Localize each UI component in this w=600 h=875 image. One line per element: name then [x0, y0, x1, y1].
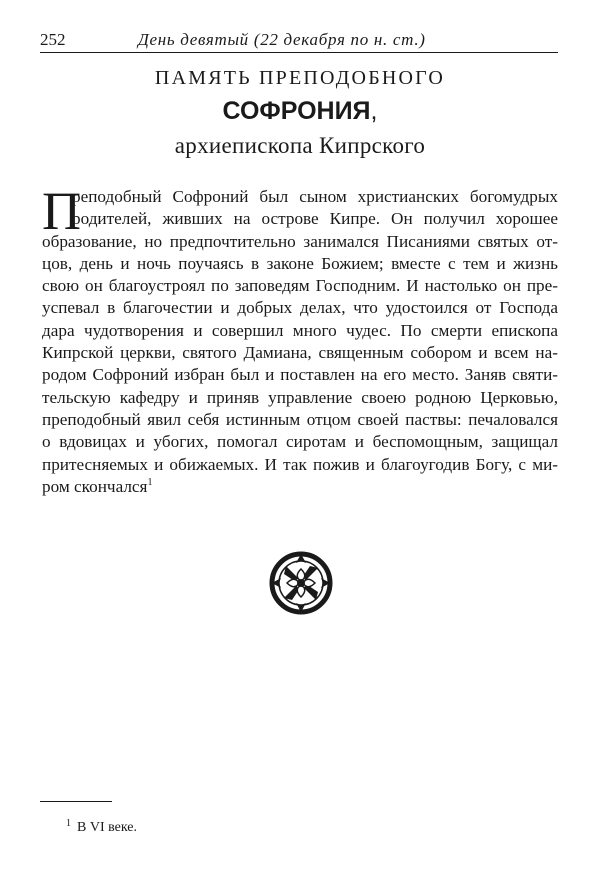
body-line-last — [42, 476, 558, 498]
footnote-text: В VI веке. — [77, 820, 138, 835]
last-line-text: ром скончался — [42, 476, 148, 496]
footnote-rule — [40, 801, 112, 802]
body-text — [42, 181, 558, 498]
saint-name: СОФРОНИЯ — [222, 97, 371, 125]
body-line: родителей, живших на острове Кипре. Он получил хорошее — [72, 209, 558, 229]
body-line: Кипрской церкви, святого Дамиана, священным собором и всем на- — [42, 343, 558, 363]
body-line: цов, день и ночь поучаясь в законе Божием; вместе с тем и жизнь — [42, 253, 558, 273]
saint-name-comma: , — [370, 97, 378, 125]
footnote-reference: 1 — [147, 476, 153, 488]
footnote — [66, 815, 137, 837]
body-line: реподобный Софроний был сыном христианских богомудрых — [72, 187, 558, 206]
title-saint-name — [0, 96, 600, 126]
body-line: свою он благоустроял по заповедям Господним. И настолько он пре- — [42, 276, 558, 296]
running-head: День девятый (22 декабря по н. ст.) — [138, 30, 426, 49]
title-line-3: архиепископа Кипрского — [174, 133, 426, 158]
body-line: родом Софроний избран был и поставлен на его место. Заняв святи- — [42, 365, 558, 385]
footnote-number: 1 — [66, 818, 71, 829]
body-line: притесняемых и обижаемых. И так пожив и благоугодив Богу, с ми- — [42, 454, 558, 474]
page-number: 252 — [40, 30, 66, 49]
floral-ornament-icon — [266, 548, 336, 618]
body-line: дара чудотворения и совершил много чудес. По смерти епископа — [42, 320, 558, 340]
body-line: о вдовицах и убогих, помогал сиротам и беспомощным, защищал — [42, 432, 558, 452]
header-rule — [40, 52, 558, 53]
body-line: образование, но предпочтительно занимался Писаниями святых от- — [42, 231, 558, 251]
body-line: преподобный явил себя истинным отцом своей паствы: печаловался — [42, 409, 558, 429]
body-line: тельскую кафедру и приняв управление своею родною Церковью, — [42, 387, 558, 407]
drop-cap: П — [42, 181, 81, 241]
body-line: успевал в благочестии и добрых делах, что удостоился от Господа — [42, 298, 558, 318]
title-line-1: ПАМЯТЬ ПРЕПОДОБНОГО — [154, 67, 446, 89]
